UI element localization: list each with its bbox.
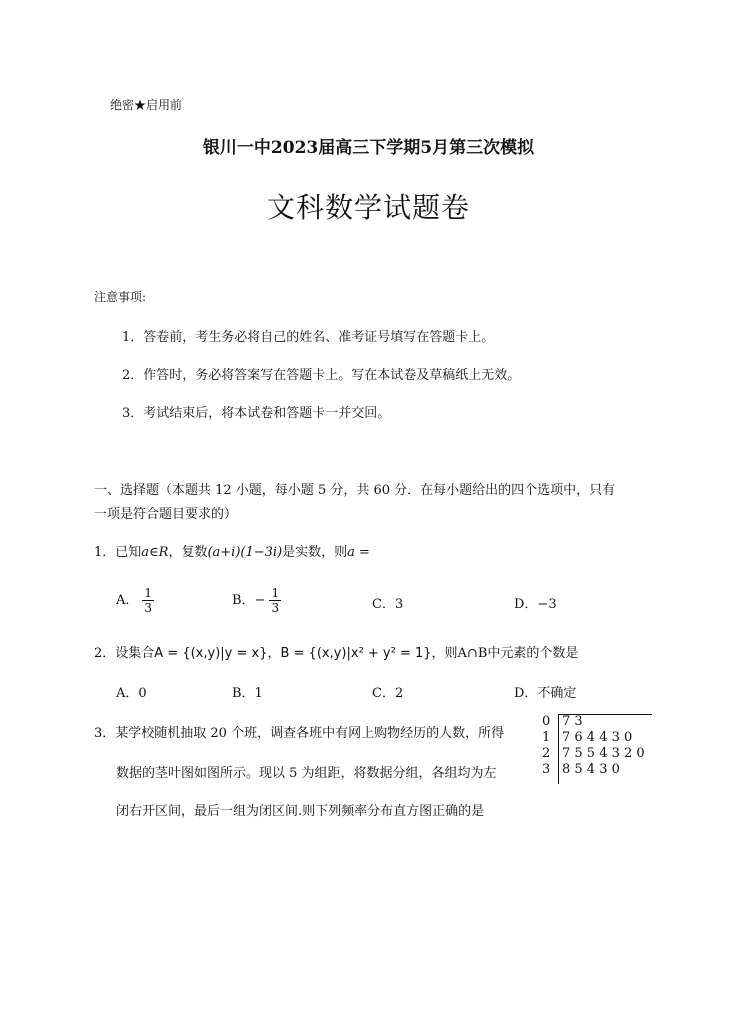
numerator: 1 <box>144 586 153 600</box>
fraction <box>142 586 154 615</box>
denominator: 3 <box>144 601 153 615</box>
q1-mid: ，复数 <box>168 545 208 560</box>
stem-value: 3 <box>542 762 551 777</box>
leaf-column <box>562 714 645 778</box>
secret-label: 绝密★启用前 <box>110 98 183 112</box>
q1-option-d: D．−3 <box>514 597 557 612</box>
stem-value: 0 <box>542 714 551 729</box>
q1-prefix: 1．已知 <box>94 545 142 560</box>
q2-suffix: ，则A∩B中元素的个数是 <box>431 646 579 661</box>
q2-option-b: B．1 <box>232 686 263 701</box>
q1-variable: a = <box>347 545 370 560</box>
leaf-values: 7 3 <box>562 714 583 729</box>
q2-option-c: C．2 <box>372 686 404 701</box>
q2-set-b: B = {(x,y)|x² + y² = 1} <box>280 646 432 661</box>
stem-leaf-plot <box>542 714 652 784</box>
stem-value: 2 <box>542 746 551 761</box>
question-3-line2: 数据的茎叶图如图所示。现以 5 为组距，将数据分组，各组均为左 <box>116 766 497 781</box>
q1-option-c: C．3 <box>372 597 404 612</box>
stem-value: 1 <box>542 730 551 745</box>
question-3-line3: 闭右开区间，最后一组为闭区间.则下列频率分布直方图正确的是 <box>116 804 485 819</box>
q2-sep: ， <box>267 646 281 661</box>
q2-option-a: A．0 <box>116 686 147 701</box>
fraction <box>269 586 281 615</box>
q2-option-d: D．不确定 <box>514 686 577 701</box>
section-heading-cont: 一项是符合题目要求的） <box>94 507 238 522</box>
q1-option-a <box>116 586 154 615</box>
q2-set-a: A = {(x,y)|y = x} <box>154 646 268 661</box>
q1-option-b <box>232 586 281 615</box>
leaf-values: 7 5 5 4 3 2 0 <box>562 746 645 761</box>
q2-prefix: 2．设集合 <box>94 646 155 661</box>
exam-subtitle: 文科数学试题卷 <box>266 191 470 224</box>
notice-heading: 注意事项: <box>94 290 147 304</box>
notice-item: 3．考试结束后，将本试卷和答题卡一并交回。 <box>122 406 391 421</box>
question-2 <box>94 642 578 661</box>
question-1 <box>94 541 370 560</box>
option-label: A． <box>116 593 139 608</box>
q1-expression: (a+i)(1−3i) <box>207 545 283 560</box>
stem-leaf-divider <box>558 714 559 784</box>
q1-condition: a∈R <box>141 545 169 560</box>
numerator: 1 <box>271 586 280 600</box>
exam-title: 银川一中2023届高三下学期5月第三次模拟 <box>202 138 535 158</box>
option-label: B．− <box>232 593 266 608</box>
leaf-values: 8 5 4 3 0 <box>562 762 620 777</box>
q1-suffix: 是实数，则 <box>282 545 348 560</box>
notice-item: 1．答卷前，考生务必将自己的姓名、准考证号填写在答题卡上。 <box>122 330 495 345</box>
denominator: 3 <box>271 601 280 615</box>
stem-column <box>542 714 558 778</box>
section-heading: 一、选择题（本题共 12 小题，每小题 5 分，共 60 分．在每小题给出的四个选项中，只有 <box>94 483 616 498</box>
notice-item: 2．作答时，务必将答案写在答题卡上。写在本试卷及草稿纸上无效。 <box>122 368 521 383</box>
leaf-values: 7 6 4 4 3 0 <box>562 730 633 745</box>
question-3-line1: 3．某学校随机抽取 20 个班，调查各班中有网上购物经历的人数，所得 <box>94 726 505 741</box>
